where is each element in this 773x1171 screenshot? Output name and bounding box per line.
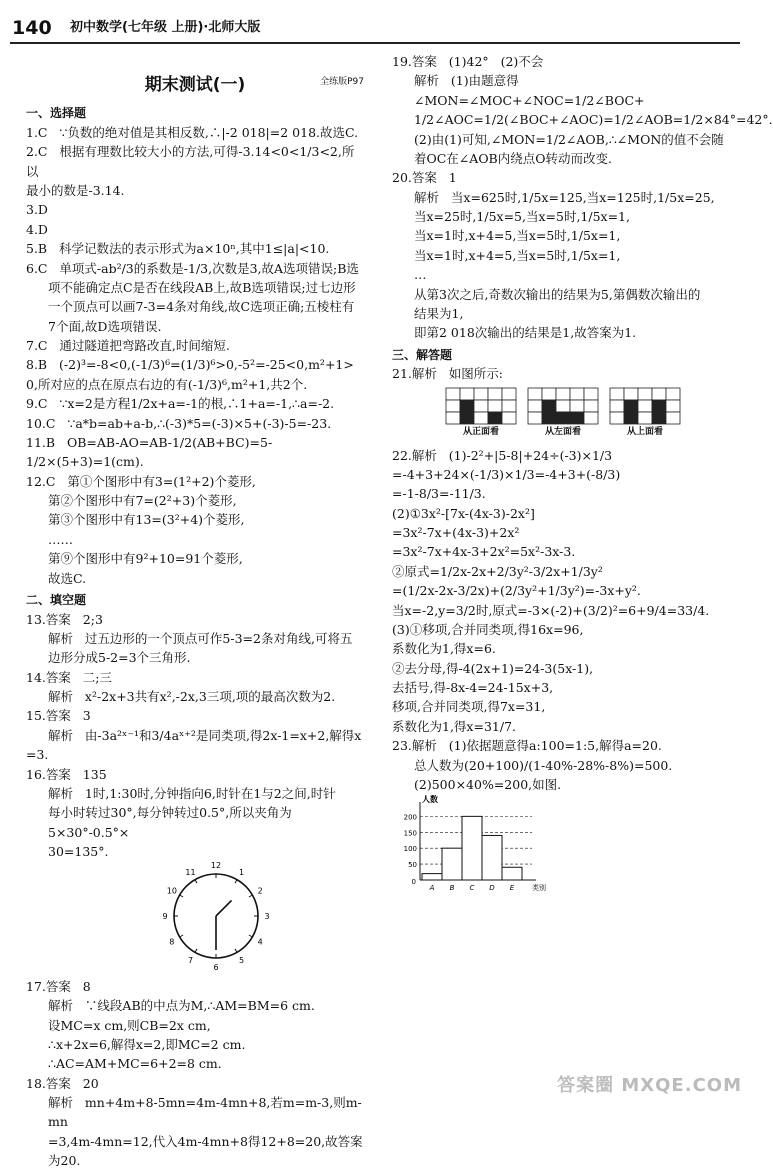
answer-line: 从第3次之后,奇数次输出的结果为5,第偶数次输出的 bbox=[414, 286, 701, 302]
clock-number: 2 bbox=[257, 886, 263, 896]
view-cell bbox=[542, 388, 556, 400]
page-number: 140 bbox=[12, 17, 52, 39]
view-cell bbox=[610, 388, 624, 400]
answer-line: 解析 由-3a²ˣ⁻¹和3/4aˣ⁺²是同类项,得2x-1=x+2,解得x bbox=[48, 727, 362, 743]
bar bbox=[482, 836, 502, 881]
answer-line: 2.C 根据有理数比较大小的方法,可得-3.14<0<1/3<2,所以 bbox=[26, 144, 355, 179]
x-tick-label: A bbox=[429, 884, 435, 893]
origin-label: 0 bbox=[411, 878, 416, 887]
answer-line: 即第2 018次输出的结果是1,故答案为1. bbox=[414, 325, 637, 341]
view-cell bbox=[488, 400, 502, 412]
answer-line: 去括号,得-8x-4=24-15x+3, bbox=[392, 680, 554, 696]
left-answers bbox=[26, 104, 364, 861]
y-tick-label: 100 bbox=[403, 845, 417, 854]
answer-line: =-4+3+24×(-1/3)×1/3=-4+3+(-8/3) bbox=[392, 466, 621, 482]
view-cell bbox=[584, 400, 598, 412]
answer-line: 解析 过五边形的一个顶点可作5-3=2条对角线,可将五 bbox=[48, 630, 353, 646]
view-figure bbox=[444, 386, 518, 440]
answer-line: (2)①3x²-[7x-(4x-3)-2x²] bbox=[392, 505, 535, 521]
answer-line: 9.C ∵x=2是方程1/2x+a=-1的根,∴1+a=-1,∴a=-2. bbox=[26, 396, 335, 412]
x-tick-label: B bbox=[449, 884, 455, 893]
answer-line: 15.答案 3 bbox=[26, 708, 91, 724]
section-heading: 一、选择题 bbox=[26, 106, 87, 121]
answer-line: 13.答案 2;3 bbox=[26, 611, 103, 627]
clock-tick bbox=[235, 880, 237, 883]
y-tick-label: 200 bbox=[403, 813, 417, 822]
answer-line: 1/2∠AOC=1/2(∠BOC+∠AOC)=1/2∠AOB=1/2×84°=42°. bbox=[414, 112, 773, 128]
answer-line: =3,4m-4mn=12,代入4m-4mn+8得12+8=20,故答案 bbox=[48, 1133, 363, 1149]
answer-line: 5.B 科学记数法的表示形式为a×10ⁿ,其中1≤|a|<10. bbox=[26, 241, 330, 257]
answer-line: 解析 ∵线段AB的中点为M,∴AM=BM=6 cm. bbox=[48, 998, 315, 1014]
test-ref: 全练版P97 bbox=[320, 77, 364, 87]
view-cell bbox=[652, 400, 666, 412]
view-cell bbox=[570, 400, 584, 412]
clock-number: 10 bbox=[166, 886, 177, 896]
bar bbox=[462, 817, 482, 881]
answer-line: 22.解析 (1)-2²+|5-8|+24÷(-3)×1/3 bbox=[392, 447, 613, 463]
answer-line: 每小时转过30°,每分钟转过0.5°,所以夹角为5×30°-0.5°× bbox=[48, 805, 292, 840]
view-cell bbox=[488, 412, 502, 424]
answer-line: (3)①移项,合并同类项,得16x=96, bbox=[392, 621, 584, 637]
clock-number: 8 bbox=[169, 937, 175, 947]
view-cell bbox=[570, 388, 584, 400]
answer-line: 20.答案 1 bbox=[392, 170, 457, 186]
answer-line: 12.C 第①个图形中有3=(1²+2)个菱形, bbox=[26, 473, 256, 489]
view-cell bbox=[610, 412, 624, 424]
view-cell bbox=[460, 400, 474, 412]
view-cell bbox=[638, 412, 652, 424]
view-cell bbox=[610, 400, 624, 412]
clock-tick bbox=[249, 895, 252, 897]
right-answers-2 bbox=[392, 446, 737, 795]
view-cell bbox=[666, 400, 680, 412]
view-label: 从上面看 bbox=[626, 426, 663, 437]
answer-line: 19.答案 (1)42° (2)不会 bbox=[392, 54, 544, 69]
view-cell bbox=[570, 412, 584, 424]
y-tick-label: 50 bbox=[408, 861, 417, 870]
view-cell bbox=[474, 400, 488, 412]
answer-line: ∴AC=AM+MC=6+2=8 cm. bbox=[48, 1056, 222, 1072]
clock-figure bbox=[26, 861, 364, 971]
answer-line: 系数化为1,得x=31/7. bbox=[392, 718, 516, 734]
bar bbox=[502, 868, 522, 881]
clock-number: 7 bbox=[187, 956, 194, 966]
view-cell bbox=[446, 388, 460, 400]
view-cell bbox=[460, 412, 474, 424]
answer-line: =(1/2x-2x-3/2x)+(2/3y²+1/3y²)=-3x+y². bbox=[392, 583, 641, 599]
x-tick-label: D bbox=[489, 884, 495, 893]
answer-line: 7个面,故D选项错误. bbox=[48, 318, 162, 334]
view-label: 从正面看 bbox=[462, 426, 499, 437]
view-cell bbox=[460, 388, 474, 400]
view-cell bbox=[474, 412, 488, 424]
x-axis-label: 类别 bbox=[532, 884, 546, 893]
clock-tick bbox=[180, 935, 183, 937]
view-cell bbox=[624, 400, 638, 412]
answer-line: =-1-8/3=-11/3. bbox=[392, 486, 486, 502]
section-heading: 二、填空题 bbox=[26, 592, 87, 607]
answer-line: 最小的数是-3.14. bbox=[26, 183, 125, 199]
answer-line: 1.C ∵负数的绝对值是其相反数,∴|-2 018|=2 018.故选C. bbox=[26, 124, 359, 140]
answer-line: 0,所对应的点在原点右边的有(-1/3)⁶,m²+1,共2个. bbox=[26, 376, 308, 392]
answer-line: 当x=1时,x+4=5,当x=5时,1/5x=1, bbox=[414, 228, 621, 244]
view-grid bbox=[608, 386, 682, 426]
answer-line: …… bbox=[48, 531, 73, 547]
view-cell bbox=[446, 412, 460, 424]
answer-line: 18.答案 20 bbox=[26, 1075, 99, 1091]
answer-line: 解析 当x=625时,1/5x=125,当x=125时,1/5x=25, bbox=[414, 189, 715, 205]
answer-line: =3x²-7x+(4x-3)+2x² bbox=[392, 525, 520, 541]
clock-tick bbox=[195, 880, 197, 883]
view-cell bbox=[584, 412, 598, 424]
answer-line: 16.答案 135 bbox=[26, 766, 107, 782]
view-cell bbox=[666, 412, 680, 424]
view-cell bbox=[502, 388, 516, 400]
clock-number: 12 bbox=[210, 861, 222, 871]
three-views bbox=[444, 386, 737, 440]
answer-line: 第②个图形中有7=(2²+3)个菱形, bbox=[48, 493, 237, 509]
view-cell bbox=[542, 412, 556, 424]
view-cell bbox=[638, 400, 652, 412]
view-cell bbox=[542, 400, 556, 412]
view-cell bbox=[502, 412, 516, 424]
answer-line: 解析 1时,1:30时,分钟指向6,时针在1与2之间,时针 bbox=[48, 785, 336, 801]
bar bbox=[422, 874, 442, 880]
answer-line: (2)由(1)可知,∠MON=1/2∠AOB,∴∠MON的值不会随 bbox=[414, 131, 724, 147]
right-answers bbox=[392, 52, 773, 384]
y-tick-label: 150 bbox=[403, 829, 417, 838]
answer-line: ②去分母,得-4(2x+1)=24-3(5x-1), bbox=[392, 660, 594, 676]
answer-line: 23.解析 (1)依据题意得a:100=1:5,解得a=20. bbox=[392, 738, 662, 754]
view-cell bbox=[474, 388, 488, 400]
answer-line: 着OC在∠AOB内绕点O转动而改变. bbox=[414, 150, 612, 166]
clock-number: 3 bbox=[264, 912, 270, 922]
y-axis-label: 人数 bbox=[422, 795, 438, 805]
clock-number: 1 bbox=[238, 868, 245, 878]
bar-chart bbox=[392, 794, 546, 894]
view-cell bbox=[528, 400, 542, 412]
answer-line: 4.D bbox=[26, 221, 48, 237]
answer-line: 21.解析 如图所示: bbox=[392, 366, 504, 382]
clock-number: 9 bbox=[162, 912, 168, 922]
view-cell bbox=[528, 412, 542, 424]
clock-number: 5 bbox=[238, 956, 245, 966]
test-title bbox=[26, 72, 364, 98]
answer-line: 第⑨个图形中有9²+10=91个菱形, bbox=[48, 551, 243, 567]
answer-line: 解析 x²-2x+3共有x²,-2x,3三项,项的最高次数为2. bbox=[48, 689, 336, 705]
clock-number: 6 bbox=[213, 963, 219, 973]
answer-line: (2)500×40%=200,如图. bbox=[414, 776, 562, 792]
answer-line: 结果为1, bbox=[414, 305, 464, 321]
answer-line: 10.C ∵a*b=ab+a-b,∴(-3)*5=(-3)×5+(-3)-5=-23. bbox=[26, 415, 332, 431]
answer-line: 移项,合并同类项,得7x=31, bbox=[392, 699, 546, 715]
answer-line: ∴x+2x=6,解得x=2,即MC=2 cm. bbox=[48, 1036, 246, 1052]
view-cell bbox=[624, 388, 638, 400]
view-cell bbox=[556, 412, 570, 424]
view-cell bbox=[666, 388, 680, 400]
bar bbox=[442, 848, 462, 880]
section-heading: 三、解答题 bbox=[392, 347, 453, 362]
answer-line: 当x=-2,y=3/2时,原式=-3×(-2)+(3/2)²=6+9/4=33/4. bbox=[392, 602, 710, 618]
view-cell bbox=[652, 412, 666, 424]
clock-tick bbox=[180, 895, 183, 897]
clock-tick bbox=[195, 949, 197, 952]
view-cell bbox=[638, 388, 652, 400]
answer-line: 总人数为(20+100)/(1-40%-28%-8%)=500. bbox=[414, 757, 673, 773]
left-answers-2 bbox=[26, 977, 364, 1171]
clock-number: 11 bbox=[185, 868, 196, 878]
page-header bbox=[10, 12, 740, 44]
view-figure bbox=[608, 386, 682, 440]
answer-line: 当x=1时,x+4=5,当x=5时,1/5x=1, bbox=[414, 247, 621, 263]
answer-line: 6.C 单项式-ab²/3的系数是-1/3,次数是3,故A选项错误;B选 bbox=[26, 260, 359, 276]
hour-hand bbox=[216, 901, 232, 917]
answer-line: =3x²-7x+4x-3+2x²=5x²-3x-3. bbox=[392, 544, 576, 560]
answer-line: 17.答案 8 bbox=[26, 978, 91, 994]
book-title: 初中数学(七年级 上册)·北师大版 bbox=[70, 20, 261, 35]
clock-tick bbox=[235, 949, 237, 952]
view-cell bbox=[556, 400, 570, 412]
view-figure bbox=[526, 386, 600, 440]
x-tick-label: E bbox=[509, 884, 515, 893]
answer-line: 7.C 通过隧道把弯路改直,时间缩短. bbox=[26, 338, 230, 354]
x-tick-label: C bbox=[469, 884, 475, 893]
view-cell bbox=[446, 400, 460, 412]
view-cell bbox=[556, 388, 570, 400]
answer-line: 设MC=x cm,则CB=2x cm, bbox=[48, 1017, 211, 1033]
answer-line: 系数化为1,得x=6. bbox=[392, 641, 496, 657]
answer-line: ②原式=1/2x-2x+2/3y²-3/2x+1/3y² bbox=[392, 563, 603, 579]
answer-line: 14.答案 二;三 bbox=[26, 669, 113, 685]
left-column bbox=[26, 52, 364, 1171]
answer-line: 3.D bbox=[26, 202, 48, 218]
answer-line: 为20. bbox=[48, 1153, 81, 1169]
answer-line: 30=135°. bbox=[48, 844, 109, 860]
answer-line: 边形分成5-2=3个三角形. bbox=[48, 650, 191, 666]
clock-number: 4 bbox=[257, 937, 263, 947]
view-cell bbox=[624, 412, 638, 424]
answer-line: 8.B (-2)³=-8<0,(-1/3)⁶=(1/3)⁶>0,-5²=-25<0,m²+1> bbox=[26, 357, 354, 373]
view-label: 从左面看 bbox=[544, 426, 581, 437]
view-grid bbox=[444, 386, 518, 426]
view-cell bbox=[584, 388, 598, 400]
answer-line: 当x=25时,1/5x=5,当x=5时,1/5x=1, bbox=[414, 209, 630, 224]
answer-line: 故选C. bbox=[48, 570, 87, 586]
view-cell bbox=[502, 400, 516, 412]
watermark: 答案圈 MXQE.COM bbox=[557, 1075, 742, 1097]
answer-line: … bbox=[414, 267, 427, 283]
answer-line: 解析 mn+4m+8-5mn=4m-4mn+8,若m=m-3,则m-mn bbox=[48, 1095, 362, 1130]
answer-line: 项不能确定点C是否在线段AB上,故B选项错误;过七边形 bbox=[48, 279, 356, 295]
answer-line: =3. bbox=[26, 747, 49, 763]
clock-tick bbox=[249, 935, 252, 937]
view-cell bbox=[652, 388, 666, 400]
view-grid bbox=[526, 386, 600, 426]
answer-line: 解析 (1)由题意得∠MON=∠MOC+∠NOC=1/2∠BOC+ bbox=[414, 73, 645, 108]
answer-line: 一个顶点可以画7-3=4条对角线,故C选项正确;五棱柱有 bbox=[48, 299, 355, 315]
view-cell bbox=[528, 388, 542, 400]
answer-line: 11.B OB=AB-AO=AB-1/2(AB+BC)=5-1/2×(5+3)=1(cm). bbox=[26, 434, 273, 470]
view-cell bbox=[488, 388, 502, 400]
answer-line: 第③个图形中有13=(3²+4)个菱形, bbox=[48, 512, 245, 528]
right-column bbox=[392, 52, 773, 900]
test-title-text: 期末测试(一) bbox=[144, 75, 246, 95]
